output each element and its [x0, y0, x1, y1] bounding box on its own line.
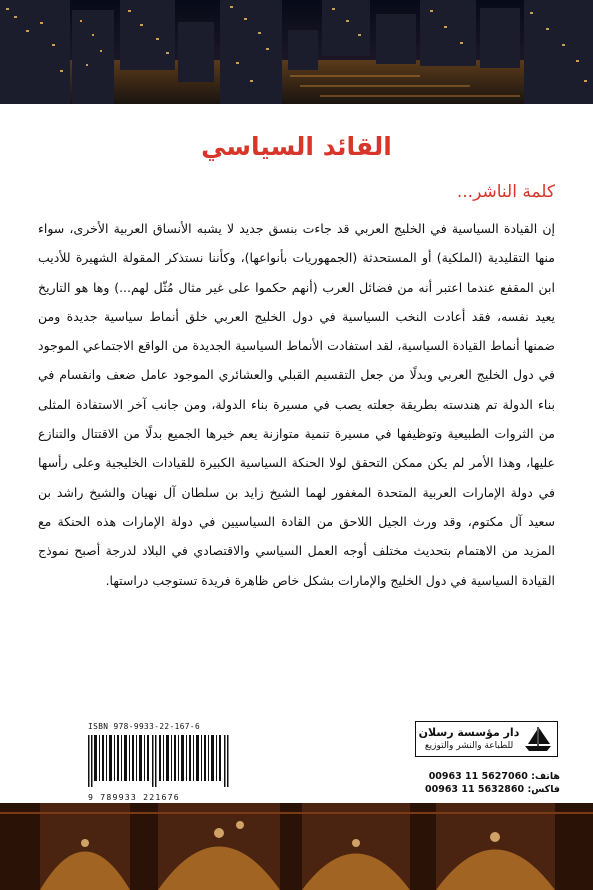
cover-photo-city-skyline	[0, 0, 593, 104]
barcode-digits: 9 789933 221676	[88, 792, 180, 802]
isbn-block	[88, 722, 236, 800]
section-heading: كلمة الناشر...	[456, 182, 555, 202]
isbn-label: ISBN 978-9933-22-167-6	[88, 722, 201, 731]
phone-row	[412, 770, 560, 783]
publisher-name: دار مؤسسة رسلان	[418, 726, 520, 739]
publisher-name-lines	[416, 726, 522, 752]
ship-logo-icon	[522, 724, 554, 754]
publisher-contact	[412, 770, 560, 796]
fax-row	[412, 783, 560, 796]
barcode-icon	[88, 735, 229, 787]
fax-label: فاكس:	[527, 784, 560, 795]
phone-label: هاتف:	[531, 771, 560, 782]
book-title: القائد السياسي	[201, 132, 392, 161]
publisher-tagline: للطباعة والنشر والتوزيع	[424, 741, 514, 751]
cover-photo-interior	[0, 803, 593, 890]
phone-number: 00963 11 5627060	[428, 771, 528, 782]
publisher-logo-box	[415, 721, 558, 757]
fax-number: 00963 11 5632860	[424, 784, 525, 795]
publisher-note-body: إن القيادة السياسية في الخليج العربي قد جاءت بنسق جديد لا يشبه الأنساق العربية الأخرى، سواء منها التقليدية (الملكية) أو المستحدثة (الجمهوريات بأنواعها)، وكأننا نستذكر المقولة الشهيرة للأديب ابن المقفع عندما اعتبر أنه من فضائل العرب (أنهم حكموا على غير مثال مُثّل لهم...) وها هو التاريخ يعيد نفسه، فقد أعادت النخب السياسية في دول الخليج العربي خلق أنماط سياسية جديدة ومن ضمنها أنماط القيادة السياسية، لقد استفادت الأنماط السياسية الجديدة من الواقع الاجتماعي الموجود في دول الخليج العربي وبدلًا من جعل التقسيم القبلي والعشائري الموجود عامل ضعف وانقسام في بناء الدولة تم هندسته بطريقة جعلته يصب في مسيرة بناء الدولة، ومن جانب آخر الاستفادة المثلى من الثروات الطبيعية وتوظيفها في مسيرة تنمية متوازنة يعم خيرها الجميع بدلًا من الاقتتال والتنازع عليها، وهذا الأمر لم يكن ممكن التحقق لولا الحنكة السياسية الكبيرة للقيادات الخليجية وعلى رأسها في دولة الإمارات العربية المتحدة المغفور لهما الشيخ زايد بن سلطان آل نهيان والشيخ راشد بن سعيد آل مكتوم، وقد ورث الجيل اللاحق من القادة السياسيين في دولة الإمارات هذه الحنكة مع المزيد من الاهتمام بتحديث مختلف أوجه العمل السياسي والاقتصادي في البلاد لدرجة أصبح نموذج القيادة السياسية في دول الخليج والإمارات بشكل خاص ظاهرة فريدة تستوجب دراستها.	[38, 221, 555, 588]
